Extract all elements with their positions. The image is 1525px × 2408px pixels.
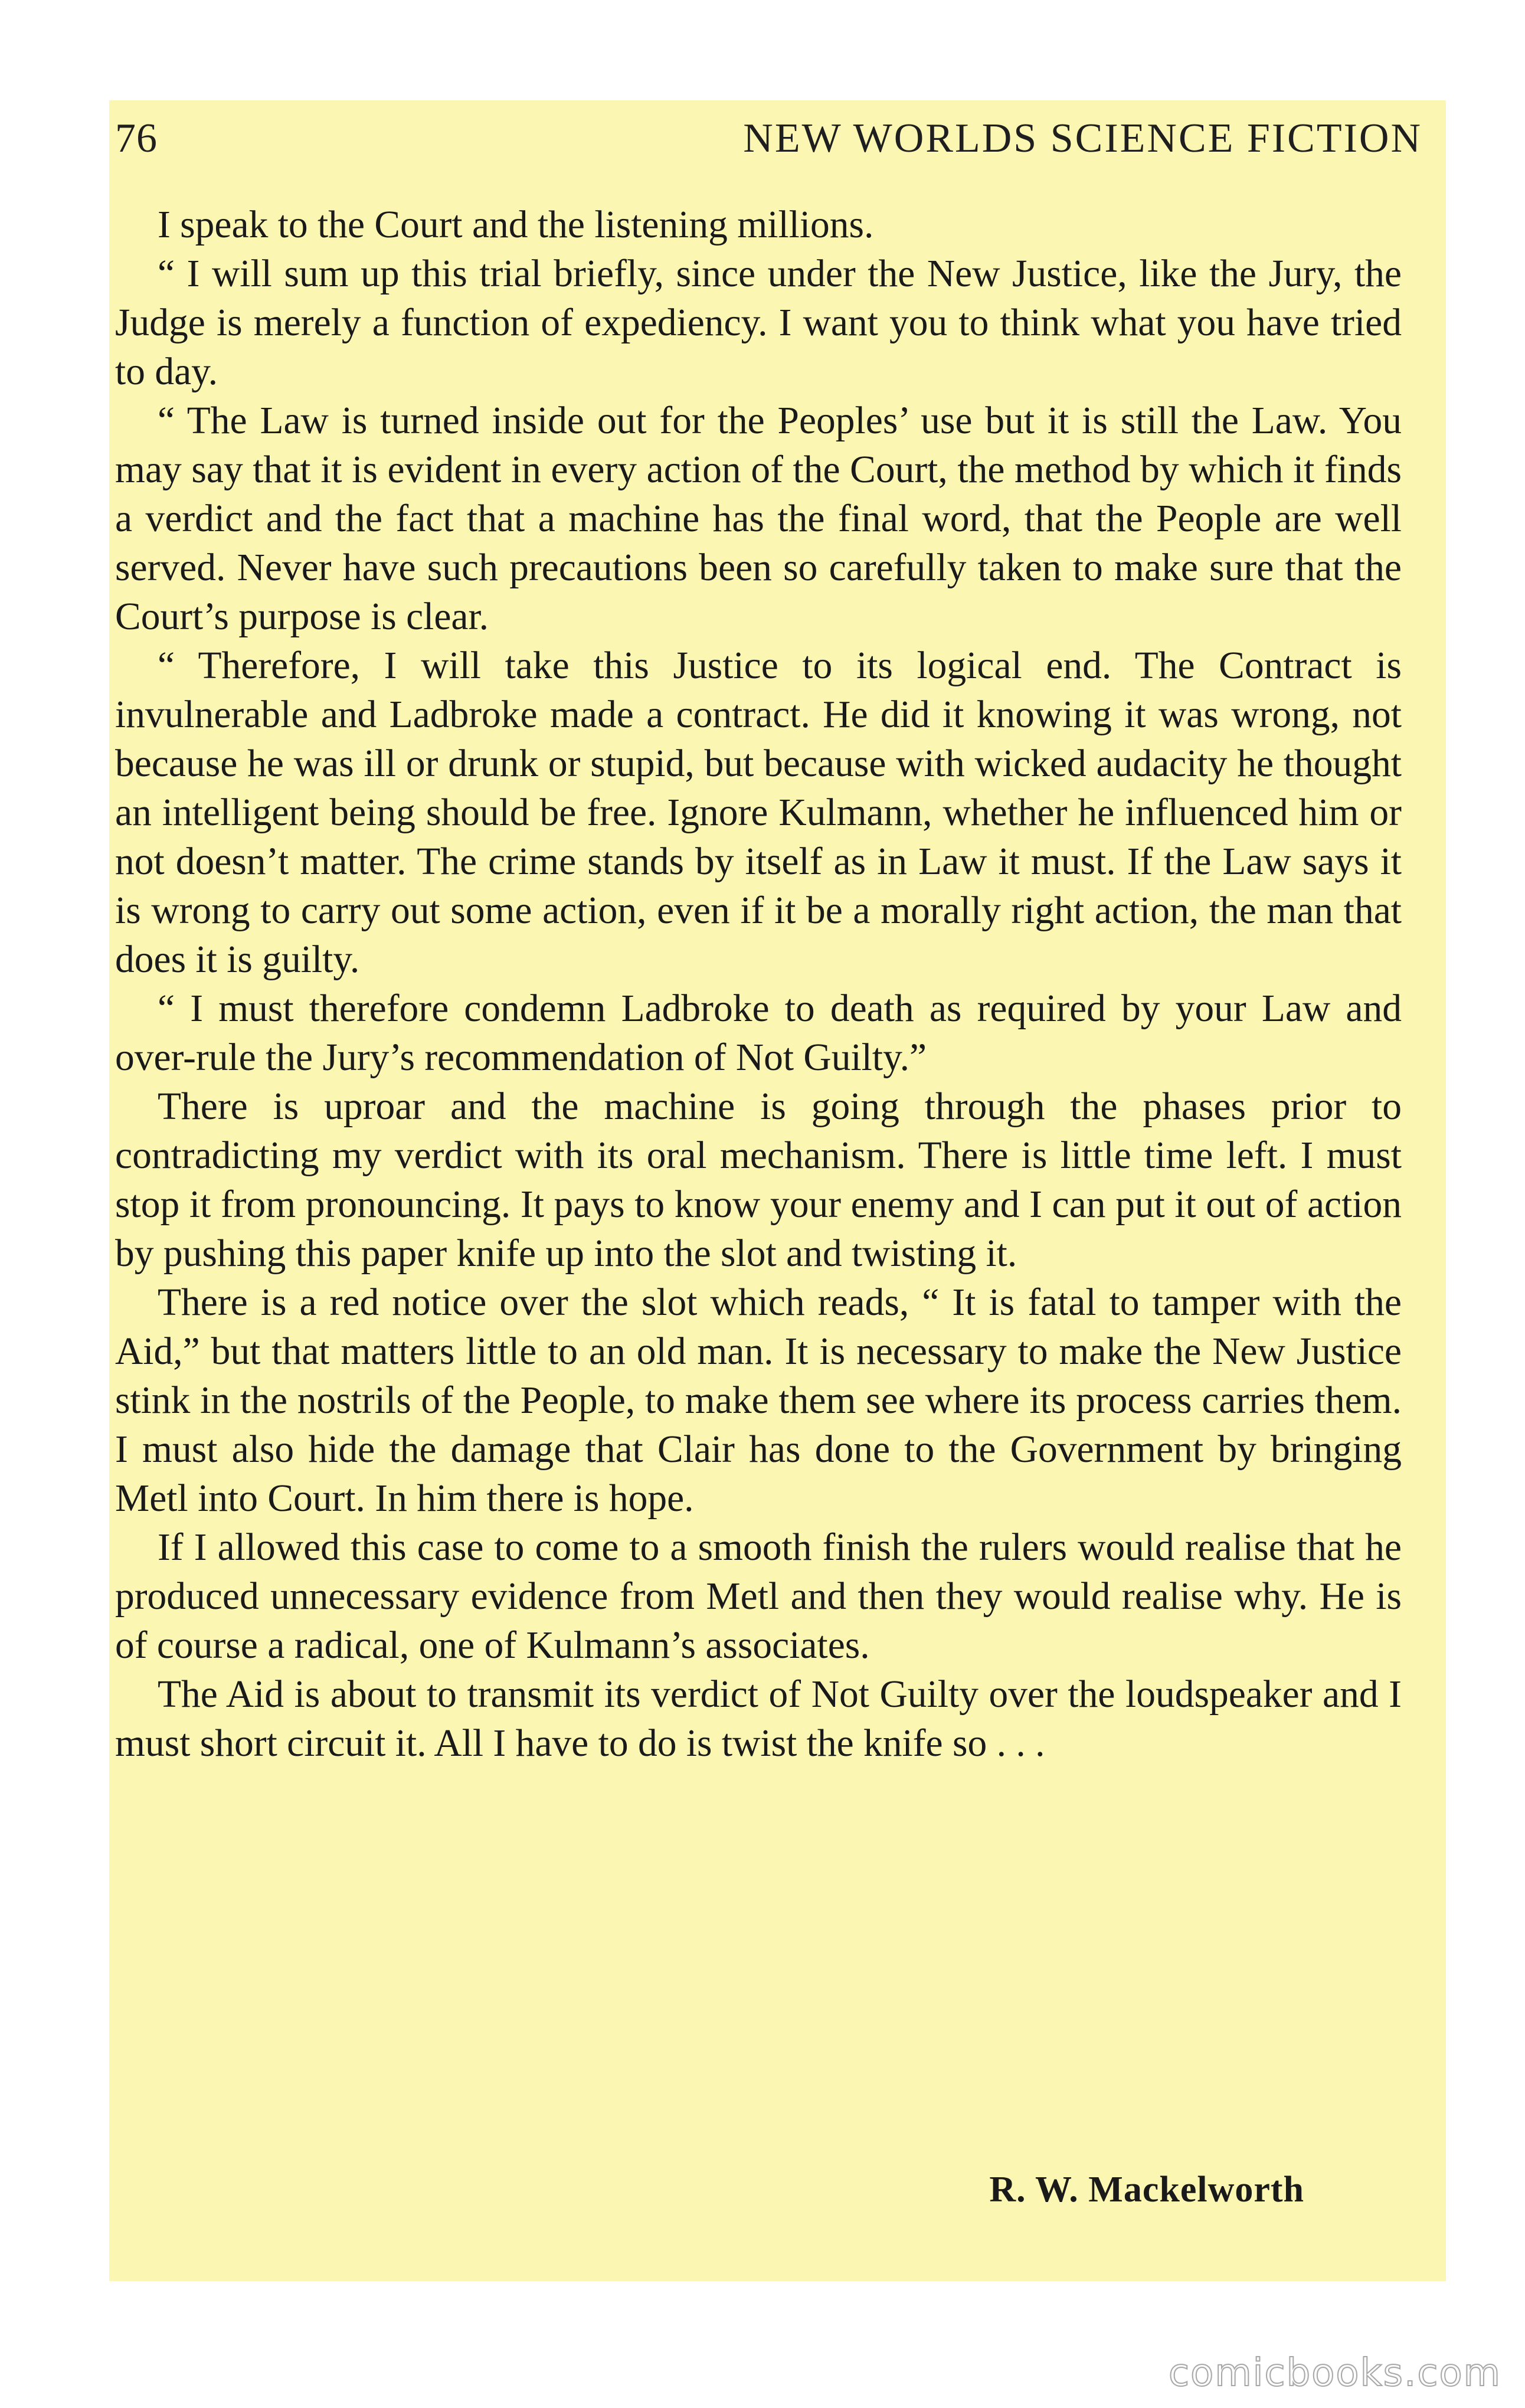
paragraph: “ I must therefore condemn Ladbroke to death as required by your Law and over-rule the Jury’s recommendation of Not Guilty.” [115,987,1402,1079]
paragraph: I speak to the Court and the listening millions. [158,204,874,246]
site-watermark: comicbooks.com [1168,2351,1501,2395]
paragraph: “ The Law is turned inside out for the Peoples’ use but it is still the Law. You may say that it is evident in every action of the Court, the method by which it finds a verdict and the fact that a machine has the final word, that the People are well served. Never have such precautions been so carefully taken to make sure that the Court’s purpose is clear. [115,400,1402,638]
author-signature: R. W. Mackelworth [989,2170,1304,2210]
paragraph: If I allowed this case to come to a smooth finish the rulers would realise that he produced unnecessary evidence from Metl and then they would realise why. He is of course a radical, one of Kulmann’s associates. [115,1526,1402,1667]
page-header [115,106,1422,171]
magazine-page [109,100,1446,2281]
paragraph: There is uproar and the machine is going through the phases prior to contradicting my verdict with its oral mechanism. There is little time left. I must stop it from pronouncing. It pays to know your enemy and I can put it out of action by pushing this paper knife up into the slot and twisting it. [115,1085,1402,1275]
paragraph: “ Therefore, I will take this Justice to its logical end. The Contract is invulnerable and Ladbroke made a contract. He did it knowing it was wrong, not because he was ill or drunk or stupid, but because with wicked audacity he thought an intelligent being should be free. Ignore Kulmann, whether he influenced him or not doesn’t matter. The crime stands by itself as in Law it must. If the Law says it is wrong to carry out some action, even if it be a morally right action, the man that does it is guilty. [115,644,1402,981]
paragraph: The Aid is about to transmit its verdict of Not Guilty over the loudspeaker and I must short circuit it. All I have to do is twist the knife so . . . [115,1673,1402,1765]
running-title: NEW WORLDS SCIENCE FICTION [743,116,1422,161]
page-number: 76 [115,116,158,161]
paragraph: “ I will sum up this trial briefly, since under the New Justice, like the Jury, the Judge is merely a function of expediency. I want you to think what you have tried to day. [115,253,1402,393]
story-text [115,201,1402,1768]
paragraph: There is a red notice over the slot which reads, “ It is fatal to tamper with the Aid,” but that matters little to an old man. It is necessary to make the New Justice stink in the nostrils of the People, to make them see where its process carries them. I must also hide the damage that Clair has done to the Government by bringing Metl into Court. In him there is hope. [115,1281,1402,1520]
